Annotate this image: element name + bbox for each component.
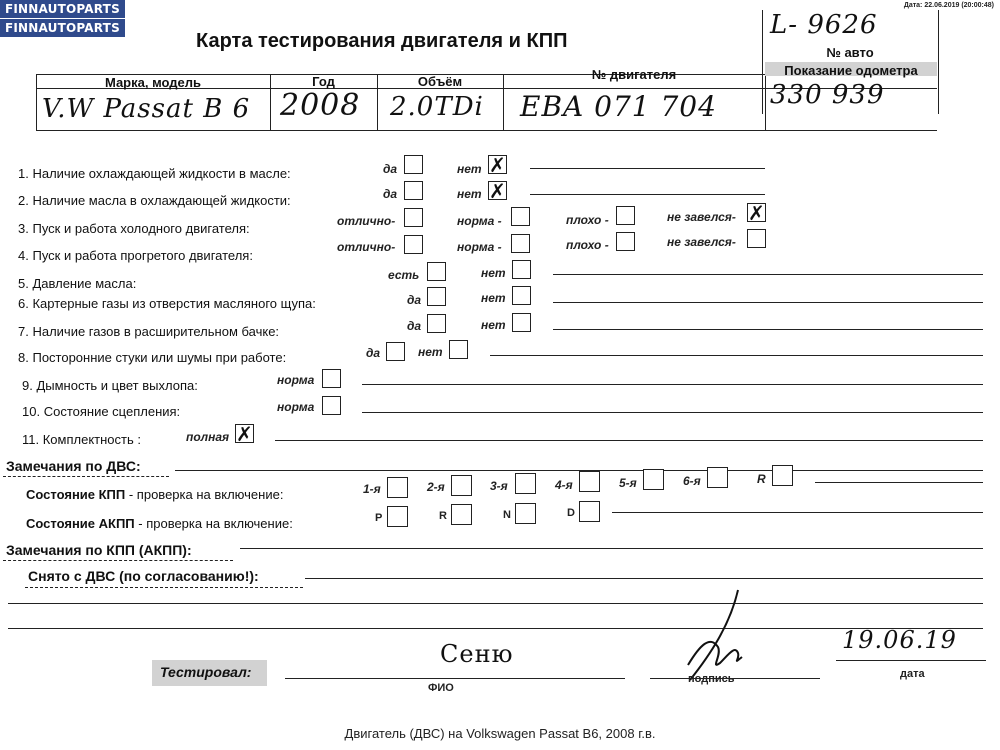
checkbox-q8-yes[interactable] [386, 342, 405, 361]
kpp-check-description: - проверка на включение: [125, 487, 284, 502]
option-label: норма - [457, 240, 502, 254]
option-label: да [407, 293, 422, 307]
option-label: норма [277, 400, 315, 414]
question-3 [18, 221, 250, 236]
question-9 [22, 378, 198, 393]
checkbox-akpp-r[interactable] [451, 504, 472, 525]
question-text: Посторонние стуки или шумы при работе: [32, 350, 287, 365]
option-label: не завелся- [667, 235, 736, 249]
question-number: 2. [18, 193, 29, 208]
checkbox-gear-2[interactable] [451, 475, 472, 496]
checkbox-q5-yes[interactable] [427, 262, 446, 281]
answer-line [490, 355, 983, 356]
section-underline [3, 560, 233, 561]
kpp-remarks-label: Замечания по КПП (АКПП): [6, 542, 192, 558]
option-label: да [366, 346, 381, 360]
kpp-check-label [26, 487, 283, 502]
answer-line [530, 194, 765, 195]
fio-label: ФИО [428, 682, 454, 694]
option-label: нет [457, 162, 482, 176]
checkbox-q3-excellent[interactable] [404, 208, 423, 227]
checkbox-q2-no[interactable] [488, 179, 507, 203]
checkbox-q3-normal[interactable] [511, 207, 530, 226]
checkbox-q1-no[interactable] [488, 153, 507, 177]
table-header-volume: Объём [417, 74, 463, 89]
question-number: 1. [18, 166, 29, 181]
dvs-remarks-label: Замечания по ДВС: [6, 458, 141, 474]
table-header-odometer: Показание одометра [784, 63, 918, 78]
question-11 [22, 432, 141, 447]
check-mark: ✗ [748, 201, 765, 225]
checkbox-q6-no[interactable] [512, 286, 531, 305]
checkbox-q10-normal[interactable] [322, 396, 341, 415]
gear-label: R [757, 472, 766, 486]
option-label: норма - [457, 214, 502, 228]
checkbox-gear-3[interactable] [515, 473, 536, 494]
gear-label: 4-я [555, 478, 573, 492]
question-text: Дымность и цвет выхлопа: [36, 378, 198, 393]
check-mark: ✗ [236, 422, 253, 446]
checkbox-q4-normal[interactable] [511, 234, 530, 253]
site-logo: FINNAUTOPARTS [0, 0, 125, 18]
checkbox-q11-full[interactable] [235, 422, 254, 446]
image-caption: Двигатель (ДВС) на Volkswagen Passat B6, 2008 г.в. [344, 726, 656, 741]
gear-label: 1-я [363, 482, 381, 496]
checkbox-akpp-d[interactable] [579, 501, 600, 522]
date-value: 19.06.19 [842, 626, 957, 654]
akpp-check-label [26, 516, 293, 531]
gear-label: R [439, 510, 447, 522]
table-bottom-border [36, 130, 937, 131]
option-label: отлично- [337, 214, 396, 228]
answer-line [362, 412, 983, 413]
table-header-model: Марка, модель [104, 75, 202, 90]
signature-line [650, 678, 820, 679]
answer-line [553, 329, 983, 330]
option-label: да [383, 187, 398, 201]
tester-name: Сеню [440, 640, 514, 668]
question-2 [18, 193, 291, 208]
option-label: норма [277, 373, 315, 387]
gear-label: D [567, 507, 575, 519]
option-label: нет [418, 345, 443, 359]
option-label: нет [481, 291, 506, 305]
checkbox-gear-6[interactable] [707, 467, 728, 488]
checkbox-q6-yes[interactable] [427, 287, 446, 306]
question-text: Наличие газов в расширительном бачке: [32, 324, 280, 339]
checkbox-gear-4[interactable] [579, 471, 600, 492]
checkbox-q2-yes[interactable] [404, 181, 423, 200]
gear-label: N [503, 509, 511, 521]
question-text: Давление масла: [32, 276, 137, 291]
question-1 [18, 166, 291, 181]
gear-label: 2-я [427, 480, 445, 494]
question-4 [18, 248, 253, 263]
answer-line [530, 168, 765, 169]
question-number: 5. [18, 276, 29, 291]
table-value-year: 2008 [280, 88, 361, 123]
akpp-check-description: - проверка на включение: [134, 516, 293, 531]
question-text: Наличие охлаждающей жидкости в масле: [32, 166, 291, 181]
question-10 [22, 404, 180, 419]
site-logo-secondary: FINNAUTOPARTS [0, 19, 125, 37]
gear-label: 6-я [683, 474, 701, 488]
checkbox-akpp-n[interactable] [515, 503, 536, 524]
kpp-check-title: Состояние КПП [26, 487, 126, 502]
answer-line [305, 578, 983, 579]
checkbox-akpp-p[interactable] [387, 506, 408, 527]
question-number: 3. [18, 221, 29, 236]
answer-line [362, 384, 983, 385]
question-5 [18, 276, 136, 291]
question-text: Картерные газы из отверстия масляного щупа: [32, 296, 316, 311]
checkbox-q7-yes[interactable] [427, 314, 446, 333]
date-line [836, 660, 986, 661]
answer-line [275, 440, 983, 441]
form-title: Карта тестирования двигателя и КПП [196, 30, 568, 52]
option-label: плохо - [566, 213, 609, 227]
gear-label: 5-я [619, 476, 637, 490]
table-header-year: Год [312, 74, 335, 89]
fio-line [285, 678, 625, 679]
question-number: 8. [18, 350, 29, 365]
answer-line [553, 274, 983, 275]
akpp-check-title: Состояние АКПП [26, 516, 135, 531]
question-8 [18, 350, 286, 365]
checkbox-q4-no-start[interactable] [747, 229, 766, 248]
table-value-engine-number: EBA 071 704 [520, 90, 717, 123]
answer-line [553, 302, 983, 303]
auto-number-label: № авто [826, 45, 874, 60]
question-text: Комплектность : [42, 432, 141, 447]
checkbox-q4-excellent[interactable] [404, 235, 423, 254]
answer-line [8, 603, 983, 604]
question-text: Пуск и работа прогретого двигателя: [32, 248, 253, 263]
option-label: да [383, 162, 398, 176]
option-label: нет [457, 187, 482, 201]
checkbox-q5-no[interactable] [512, 260, 531, 279]
question-text: Наличие масла в охлаждающей жидкости: [32, 193, 291, 208]
checkbox-q1-yes[interactable] [404, 155, 423, 174]
question-number: 10. [22, 404, 41, 419]
option-label: нет [481, 318, 506, 332]
question-7 [18, 324, 279, 339]
checkbox-q4-bad[interactable] [616, 232, 635, 251]
question-6 [18, 296, 316, 311]
timestamp: Дата: 22.06.2019 (20:00:48) [903, 2, 994, 9]
table-value-volume: 2.0TDi [390, 92, 484, 122]
section-underline [25, 587, 303, 588]
question-text: Состояние сцепления: [43, 404, 181, 419]
option-label: отлично- [337, 240, 396, 254]
check-mark: ✗ [489, 153, 506, 177]
gear-label: 3-я [490, 479, 508, 493]
answer-line [8, 628, 983, 629]
answer-line [815, 482, 983, 483]
question-number: 11. [22, 432, 40, 447]
section-underline [3, 476, 169, 477]
table-value-odometer: 330 939 [770, 80, 885, 110]
answer-line [612, 512, 983, 513]
question-number: 9. [22, 378, 33, 393]
checkbox-gear-reverse[interactable] [772, 465, 793, 486]
auto-number-value: L- 9626 [770, 10, 878, 40]
option-label: не завелся- [667, 210, 736, 224]
option-label: нет [481, 266, 506, 280]
question-number: 6. [18, 296, 29, 311]
checkbox-q9-normal[interactable] [322, 369, 341, 388]
table-header-engine-number: № двигателя [591, 67, 677, 82]
option-label: плохо - [566, 238, 609, 252]
question-number: 4. [18, 248, 29, 263]
question-number: 7. [18, 324, 29, 339]
question-text: Пуск и работа холодного двигателя: [32, 221, 250, 236]
date-label: дата [900, 668, 925, 680]
checkbox-q8-no[interactable] [449, 340, 468, 359]
option-label: есть [388, 268, 420, 282]
checkbox-gear-1[interactable] [387, 477, 408, 498]
checkbox-q3-bad[interactable] [616, 206, 635, 225]
gear-label: P [375, 512, 383, 524]
tested-label: Тестировал: [160, 664, 252, 680]
checkbox-q7-no[interactable] [512, 313, 531, 332]
table-col-border [503, 74, 504, 130]
answer-line [240, 548, 983, 549]
option-label: полная [186, 430, 230, 444]
checkbox-q3-no-start[interactable] [747, 201, 766, 225]
checkbox-gear-5[interactable] [643, 469, 664, 490]
removed-label: Снято с ДВС (по согласованию!): [28, 568, 259, 584]
check-mark: ✗ [489, 179, 506, 203]
signature-label: подпись [688, 673, 735, 685]
table-value-model: V.W Passat B 6 [42, 94, 251, 124]
option-label: да [407, 319, 422, 333]
